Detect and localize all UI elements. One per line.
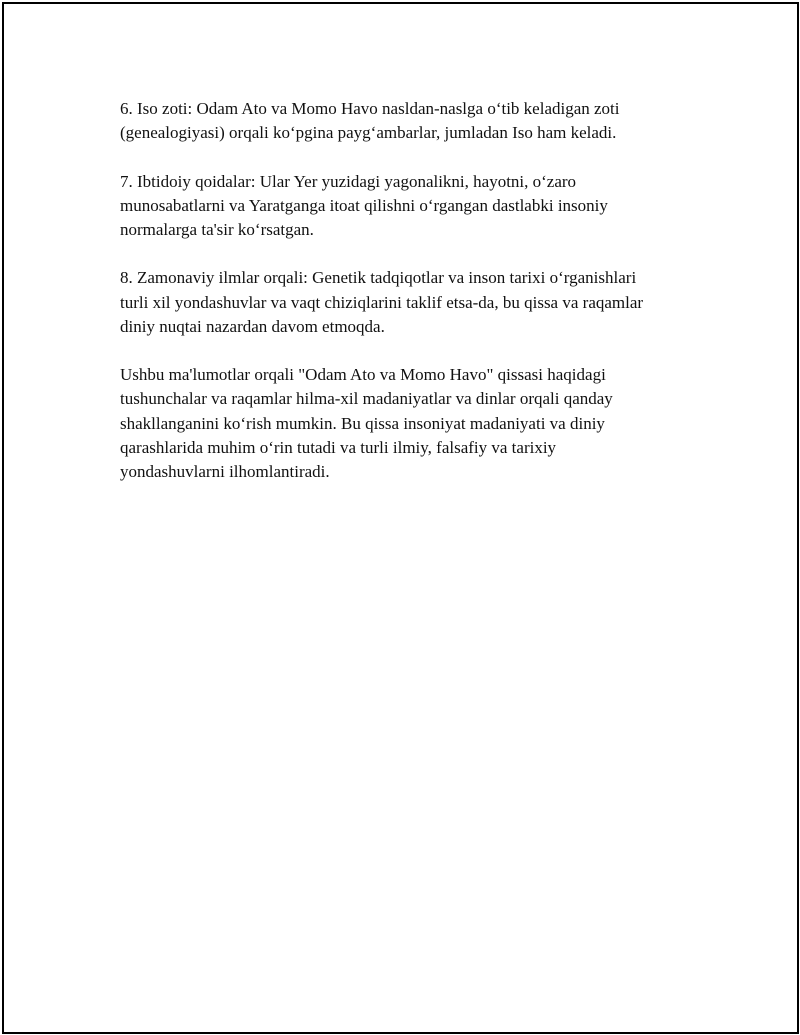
text-line: 6. Iso zoti: Odam Ato va Momo Havo nasldan-naslga o‘tib keladigan zoti [120,99,620,118]
text-line: turli xil yondashuvlar va vaqt chiziqlarini taklif etsa-da, bu qissa va raqamlar [120,292,644,312]
text-line: munosabatlarni va Yaratganga itoat qilishni o‘rgangan dastlabki insoniy [120,195,608,215]
text-line: Ushbu ma'lumotlar orqali "Odam Ato va Momo Havo" qissasi haqidagi [120,365,606,385]
text-line: diniy nuqtai nazardan davom etmoqda. [120,316,385,336]
text-line: 7. Ibtidoiy qoidalar: Ular Yer yuzidagi yagonalikni, hayotni, o‘zaro [120,171,577,191]
paragraph-conclusion [120,363,700,484]
text-line: shakllanganini ko‘rish mumkin. Bu qissa insoniyat madaniyati va diniy [120,413,605,433]
text-line: qarashlarida muhim o‘rin tutadi va turli ilmiy, falsafiy va tarixiy [120,437,557,457]
page-frame [2,2,799,1034]
paragraph-zamonaviy-ilmlar [120,266,700,339]
text-line: normalarga ta'sir ko‘rsatgan. [120,220,314,239]
paragraph-ibtidoiy-qoidalar [120,170,700,243]
paragraph-iso-zoti [120,97,700,145]
text-line: 8. Zamonaviy ilmlar orqali: Genetik tadqiqotlar va inson tarixi o‘rganishlari [120,268,637,288]
text-line: tushunchalar va raqamlar hilma-xil madaniyatlar va dinlar orqali qanday [120,389,613,409]
text-line: yondashuvlarni ilhomlantiradi. [120,462,330,481]
document-body [120,97,700,508]
text-line: (genealogiyasi) orqali ko‘pgina payg‘ambarlar, jumladan Iso ham keladi. [120,123,617,143]
